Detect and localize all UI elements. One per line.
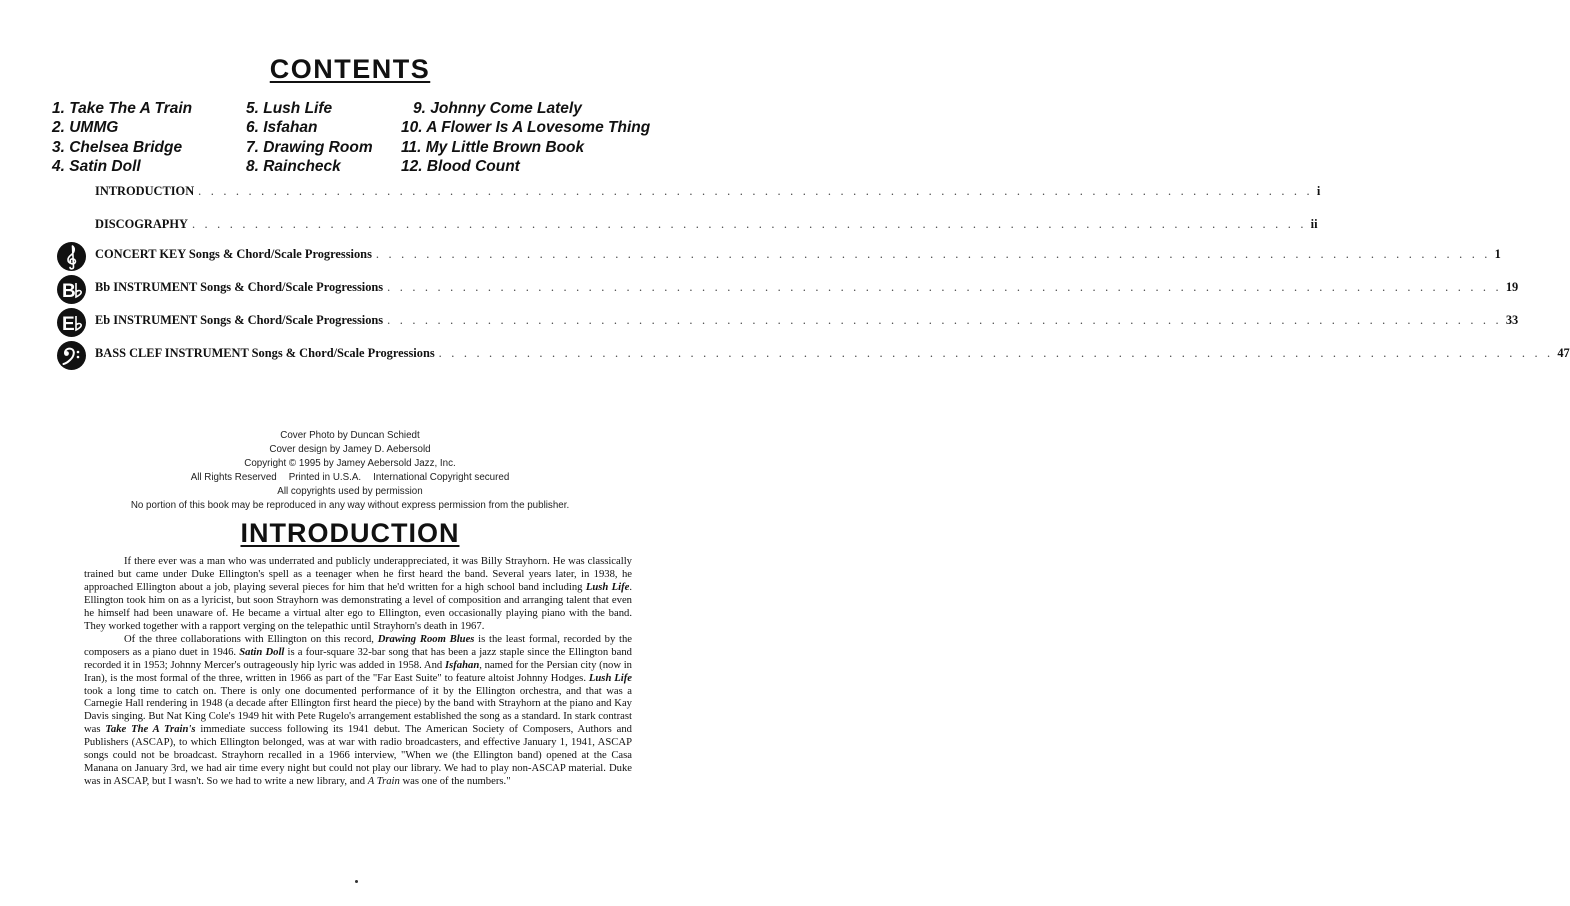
- toc-page-number: 1: [1494, 247, 1501, 261]
- reproduction-notice: No portion of this book may be reproduced in any way without express permission from the publisher.: [130, 499, 570, 511]
- text-run: . Ellington took him on as a lyricist, but soon Strayhorn was demonstrating a level of composition and arranging talent that even he himself had been unaware of. He became a virtual alter ego to Ellington, even occasionally playing piano with the band. They worked together with a rapport verging on the telepathic until Strayhorn's death in 1967.: [84, 581, 633, 632]
- toc-entry: [95, 280, 1519, 300]
- toc-label: INTRODUCTION: [95, 184, 195, 198]
- paragraph: [84, 556, 632, 634]
- song-title: Take The A Train's: [105, 724, 196, 736]
- cover-design-credit: Cover design by Jamey D. Aebersold: [269, 443, 431, 455]
- toc-page-number: 19: [1505, 280, 1519, 294]
- song-title: A Train: [367, 776, 400, 788]
- toc-page-number: 33: [1505, 313, 1519, 327]
- toc-label: BASS CLEF INSTRUMENT Songs & Chord/Scale Progressions: [95, 346, 435, 360]
- toc-leader-dots: . . . . . . . . . . . . . . . . . . . . . . . . . . . . . . . . . . . . . . . . . . . . . . . . . . . . . . . . . . . . . . . . . . . . . . . . . . . . . . . . . . . . . . . . .: [198, 184, 1313, 198]
- permission-line: All copyrights used by permission: [277, 485, 423, 497]
- contents-heading: CONTENTS: [269, 54, 431, 84]
- bass-clef-icon: [57, 341, 86, 370]
- song-item: 3. Chelsea Bridge: [52, 138, 183, 156]
- svg-text:B: B: [61, 280, 76, 302]
- song-title: Drawing Room Blues: [377, 633, 475, 645]
- rights-line: [0, 471, 700, 485]
- text-run: , named for the Persian city (now in Iran), is the most formal of the three, written in 1966 as part of the "Far East Suite" to feature altoist Johnny Hodges.: [84, 659, 633, 684]
- toc-row-eb-instrument[interactable]: [57, 307, 1519, 339]
- toc-label: DISCOGRAPHY: [95, 217, 188, 231]
- toc-leader-dots: . . . . . . . . . . . . . . . . . . . . . . . . . . . . . . . . . . . . . . . . . . . . . . . . . . . . . . . . . . . . . . . . . . . . . . . . . . . . . . . . . . . . . . . . .: [191, 217, 1307, 231]
- toc-leader-dots: . . . . . . . . . . . . . . . . . . . . . . . . . . . . . . . . . . . . . . . . . . . . . . . . . . . . . . . . . . . . . . . . . . . . . . . . . . . . . . . . . . . . . . . . .: [387, 280, 1502, 294]
- toc-page-number: 47: [1557, 346, 1570, 360]
- treble-clef-icon: [57, 242, 86, 271]
- copyright-line: Copyright © 1995 by Jamey Aebersold Jazz, Inc.: [244, 457, 456, 469]
- text-run: If there ever was a man who was underrated and publicly underappreciated, it was Billy Strayhorn. He was classically trained but came under Duke Ellington's spell as a teenager when he first heard the band. Several years later, in 1938, he approached Ellington about a job, playing several pieces for him that he'd written for a high school band including: [84, 556, 632, 593]
- text-run: Of the three collaborations with Ellington on this record,: [124, 633, 378, 645]
- toc-leader-dots: . . . . . . . . . . . . . . . . . . . . . . . . . . . . . . . . . . . . . . . . . . . . . . . . . . . . . . . . . . . . . . . . . . . . . . . . . . . . . . . . . . . . . . . . .: [375, 247, 1491, 261]
- song-column-2: [246, 99, 373, 176]
- text-run: immediate success following its 1941 debut. The American Society of Composers, Authors and Publishers (ASCAP), to which Ellington belonged, was at war with radio broadcasters, and effective January 1, 1941, ASCAP songs could not be broadcast. Strayhorn recalled in a 1966 interview, "When we (the Ellington band) opened at the Casa Manana on January 3rd, we had air time every night but could not play our library. We had to play non-ASCAP material. Duke was in ASCAP, but I wasn't. So we had to write a new library, and: [84, 724, 632, 788]
- song-title: Isfahan: [444, 659, 480, 671]
- toc-entry: [95, 247, 1501, 267]
- toc-row-bb-instrument[interactable]: [57, 274, 1519, 306]
- printed-in: Printed in U.S.A.: [288, 471, 362, 483]
- cover-photo-credit: Cover Photo by Duncan Schiedt: [280, 430, 420, 441]
- credits-block: [0, 429, 700, 512]
- toc-label: CONCERT KEY Songs & Chord/Scale Progressions: [95, 247, 372, 261]
- toc-row-bass-clef[interactable]: [57, 340, 1570, 372]
- song-item: 12. Blood Count: [401, 157, 520, 175]
- rights-reserved: All Rights Reserved: [190, 471, 277, 483]
- song-item: 10. A Flower Is A Lovesome Thing: [401, 119, 651, 137]
- song-list: [0, 99, 700, 179]
- text-run: is the least formal, recorded by the composers as a piano duet in 1946.: [84, 633, 632, 658]
- toc-entry: [95, 184, 1321, 204]
- song-item: 1. Take The A Train: [52, 100, 193, 117]
- paragraph: [84, 634, 632, 789]
- text-run: was one of the numbers.": [399, 776, 511, 788]
- toc-leader-dots: . . . . . . . . . . . . . . . . . . . . . . . . . . . . . . . . . . . . . . . . . . . . . . . . . . . . . . . . . . . . . . . . . . . . . . . . . . . . . . . . . . . . . . . . .: [438, 346, 1554, 360]
- song-item: 2. UMMG: [52, 119, 119, 137]
- e-flat-icon: [57, 308, 86, 337]
- song-item: 11. My Little Brown Book: [401, 138, 585, 156]
- toc-label: Eb INSTRUMENT Songs & Chord/Scale Progressions: [95, 313, 384, 327]
- song-item: 4. Satin Doll: [52, 157, 141, 175]
- toc-entry: [95, 313, 1519, 333]
- song-title: Lush Life: [588, 672, 632, 684]
- toc-row-concert-key[interactable]: [57, 241, 1501, 273]
- toc-entry: [95, 346, 1570, 366]
- toc-page-number: i: [1316, 184, 1321, 198]
- introduction-body: [84, 556, 632, 789]
- song-column-3: [401, 99, 650, 176]
- introduction-heading: INTRODUCTION: [240, 518, 460, 548]
- song-item: 9. Johnny Come Lately: [413, 100, 582, 117]
- page-mark: [355, 880, 358, 883]
- song-item: 7. Drawing Room: [246, 138, 373, 156]
- toc-entry: [95, 217, 1318, 237]
- text-run: is a four-square 32-bar song that has been a jazz staple since the Ellington band recorded it in 1953; Johnny Mercer's outrageously hip lyric was added in 1958. And: [84, 646, 632, 671]
- toc-page-number: ii: [1310, 217, 1318, 231]
- song-title: Lush Life: [585, 581, 630, 593]
- song-item: 6. Isfahan: [246, 119, 318, 137]
- song-item: 5. Lush Life: [246, 100, 333, 117]
- intl-copyright: International Copyright secured: [373, 471, 510, 483]
- svg-text:E: E: [61, 313, 75, 335]
- toc-label: Bb INSTRUMENT Songs & Chord/Scale Progressions: [95, 280, 384, 294]
- toc-row-introduction[interactable]: [57, 184, 1321, 216]
- song-column-1: [52, 99, 192, 176]
- text-run: took a long time to catch on. There is only one documented performance of it by the Ellington orchestra, and that was a Carnegie Hall rendering in 1948 (a decade after Ellington first heard the piece) by the band with Strayhorn at the piano and Kay Davis singing. But Nat King Cole's 1949 hit with Pete Rugelo's arrangement established the song as a standard. In stark contrast was: [84, 685, 632, 736]
- song-item: 8. Raincheck: [246, 157, 341, 175]
- song-title: Satin Doll: [239, 646, 285, 658]
- toc-leader-dots: . . . . . . . . . . . . . . . . . . . . . . . . . . . . . . . . . . . . . . . . . . . . . . . . . . . . . . . . . . . . . . . . . . . . . . . . . . . . . . . . . . . . . . . . .: [387, 313, 1502, 327]
- b-flat-icon: [57, 275, 86, 304]
